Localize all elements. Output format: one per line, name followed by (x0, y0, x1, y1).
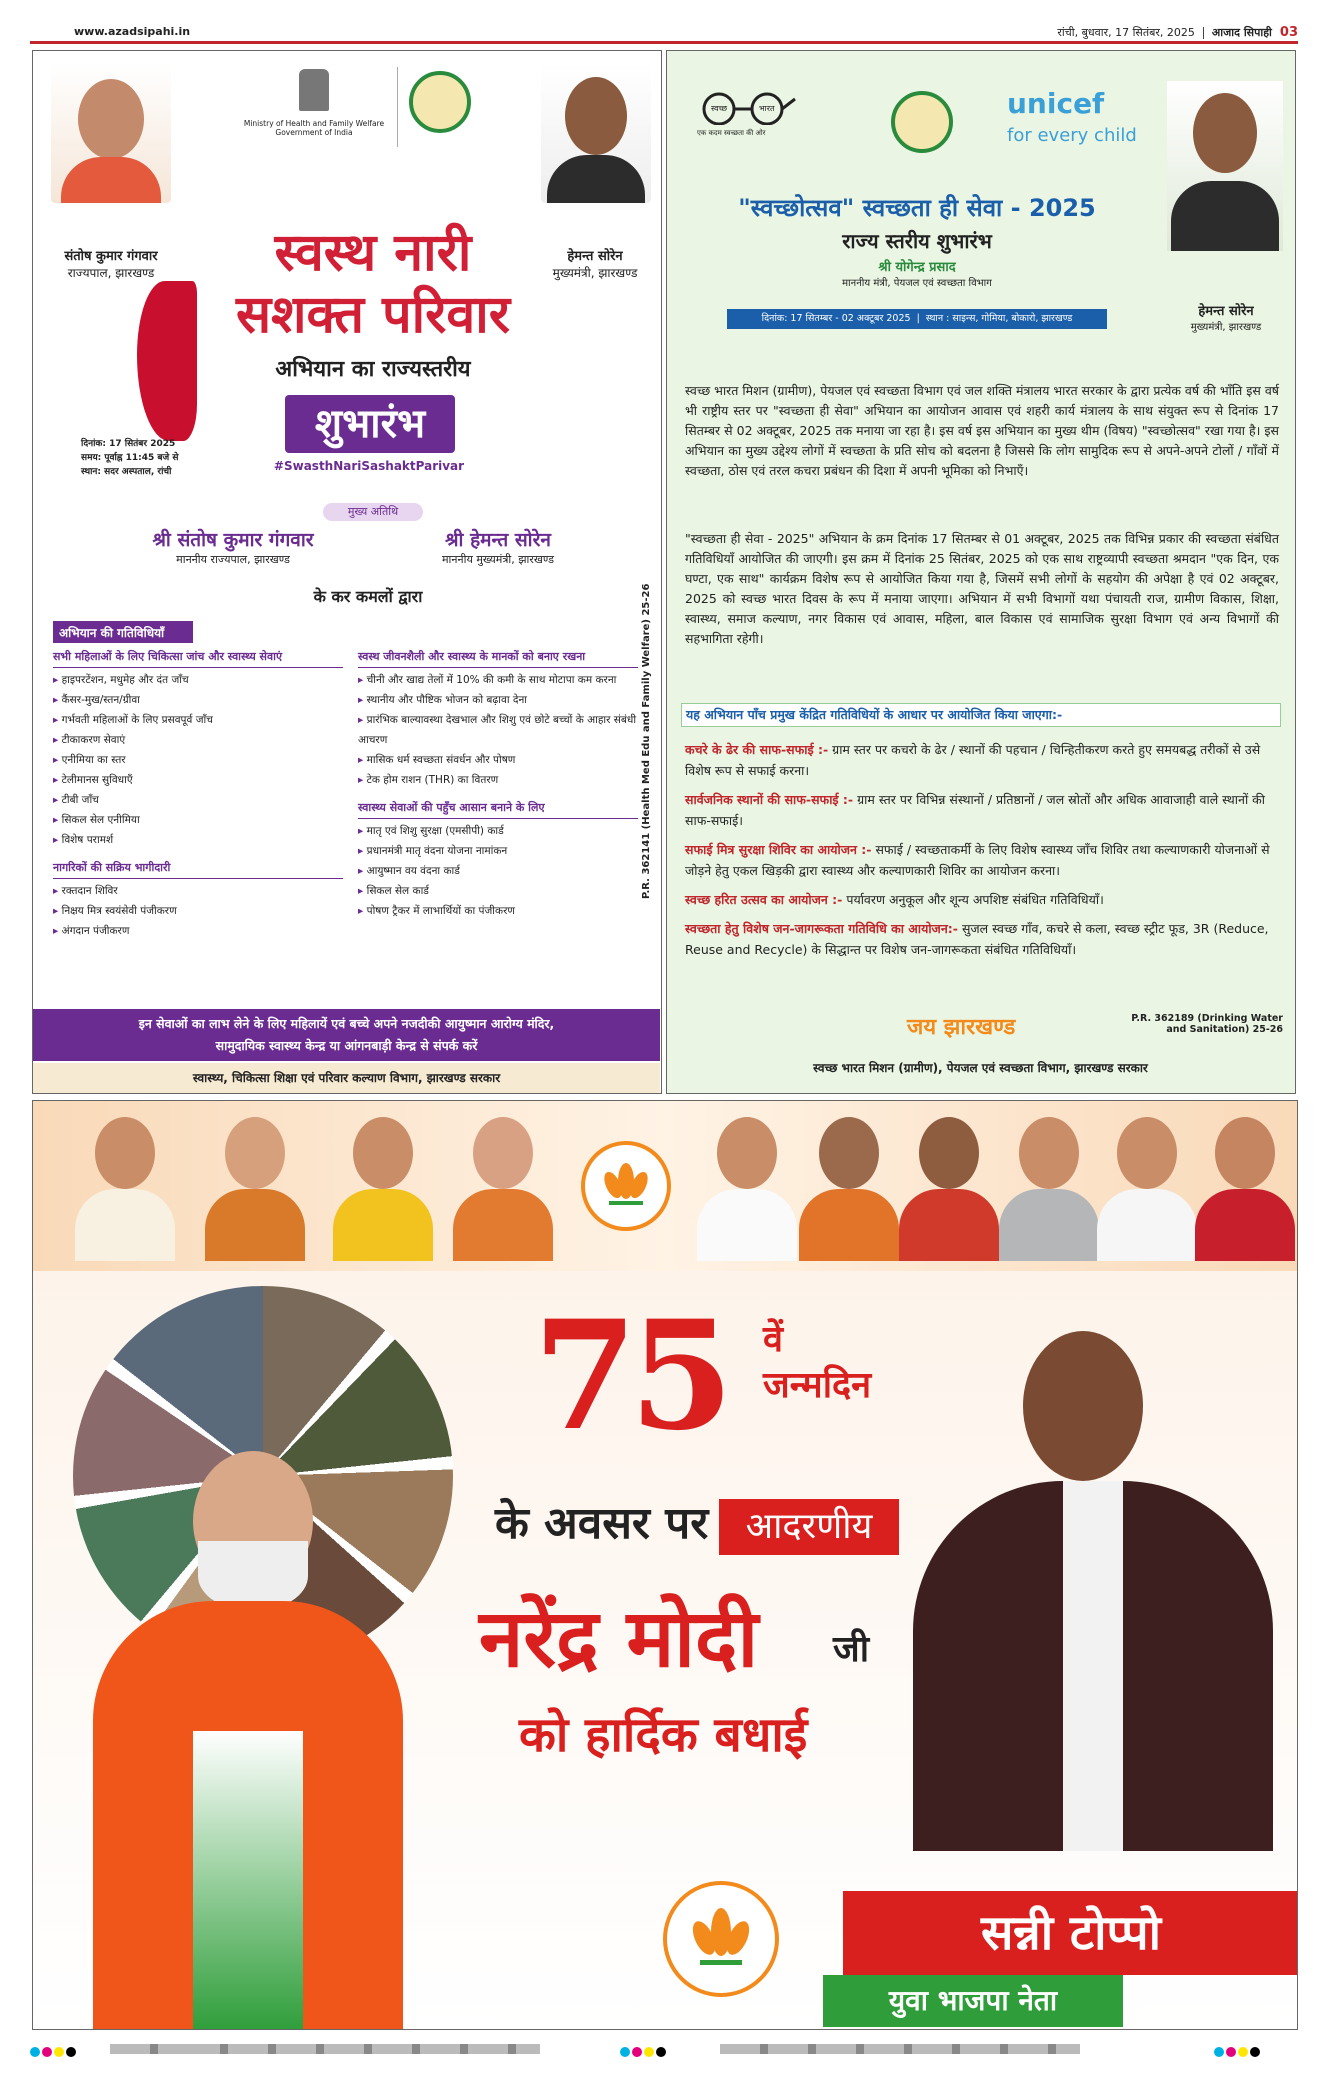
minister-name: श्री योगेन्द्र प्रसाद (878, 260, 956, 275)
title-line1: स्वस्थ नारी (274, 222, 472, 283)
activity-item: ▸ हाइपरटेंशन, मधुमेह और दंत जाँच (53, 670, 343, 690)
activity-item: ▸ रक्तदान शिविर (53, 881, 343, 901)
leader-photo (333, 1109, 433, 1261)
focus-activity-text: ग्राम स्तर पर विभिन्न संस्थानों / प्रतिष्ठानों / जल स्रोतों और अधिक आवाजाही वाले स्थानों की साफ-सफाई। (685, 792, 1265, 828)
bjp-lotus-icon (581, 1141, 671, 1231)
activity-item: ▸ मातृ एवं शिशु सुरक्षा (एमसीपी) कार्ड (358, 821, 638, 841)
sb-right: भारत (759, 104, 775, 113)
by-hands: के कर कमलों द्वारा (313, 587, 423, 606)
occasion-text: के अवसर पर (495, 1498, 709, 1549)
activity-item: ▸ अंगदान पंजीकरण (53, 921, 343, 941)
pr-number: P.R. 362141 (Health Med Edu and Family Welfare) 25-26 (641, 583, 652, 899)
unicef-tagline: for every child (1007, 125, 1137, 146)
modi-photo (73, 1431, 413, 2030)
date-venue-bar: दिनांक: 17 सितम्बर - 02 अक्टूबर 2025 | स्थान : साइन्स, गोमिया, बोकारो, झारखण्ड (727, 309, 1107, 329)
leaders-strip (33, 1101, 1298, 1271)
leader-photo (1195, 1109, 1295, 1261)
activity-list (685, 739, 1279, 968)
page-header (30, 22, 1298, 46)
leader-photo (799, 1109, 899, 1261)
birthday-ad (32, 1100, 1298, 2030)
focus-activity (685, 889, 1279, 910)
focus-activity-title: स्वच्छता हेतु विशेष जन-जागरूकता गतिविधि का आयोजन:- (685, 921, 958, 936)
pr-number: P.R. 362189 (Drinking Water and Sanitation) 25-26 (1131, 1013, 1283, 1035)
leader-photo (453, 1109, 553, 1261)
leader-photo (1097, 1109, 1197, 1261)
focus-activity-title: कचरे के ढेर की साफ-सफाई :- (685, 742, 829, 757)
jharkhand-seal-icon (409, 71, 471, 133)
jai-jharkhand: जय झारखण्ड (907, 1015, 1016, 1040)
ministry-name: Ministry of Health and Family Welfare Government of India (243, 119, 385, 137)
print-registration-bar (30, 2040, 1298, 2060)
age-number: 75 (533, 1288, 726, 1464)
focus-activity-title: सार्वजनिक स्थानों की साफ-सफाई :- (685, 792, 854, 807)
sender-photo (913, 1311, 1273, 1851)
activity-item: ▸ सिकल सेल एनीमिया (53, 810, 343, 830)
cm-photo (1167, 81, 1283, 251)
activity-item: ▸ टेलीमानस सुविधाएँ (53, 770, 343, 790)
leader-photo (75, 1109, 175, 1261)
focus-activity (685, 839, 1279, 881)
activity-item: ▸ गर्भवती महिलाओं के लिए प्रसवपूर्व जाँच (53, 710, 343, 730)
modi-name: नरेंद्र मोदी (479, 1591, 759, 1685)
health-campaign-ad (32, 50, 662, 1094)
respected-badge: आदरणीय (719, 1499, 899, 1555)
activity-item: ▸ मासिक धर्म स्वच्छता संवर्धन और पोषण (358, 750, 638, 770)
header-rule (30, 41, 1298, 44)
jharkhand-seal-icon (891, 91, 953, 153)
swachhata-ad (666, 50, 1296, 1094)
activities-title: अभियान की गतिविधियाँ (53, 621, 193, 643)
focus-activity-text: ग्राम स्तर पर कचरो के ढेर / स्थानों की पहचान / चिन्हितीकरण करते हुए समयबद्ध तरीकों से उसे विशेष रूप से सफाई करना। (685, 742, 1261, 778)
event-details: दिनांक: 17 सितंबर 2025 समय: पूर्वाह्न 11:45 बजे से स्थान: सदर अस्पताल, रांची (81, 439, 179, 477)
activity-item: ▸ चीनी और खाद्य तेलों में 10% की कमी के साथ मोटापा कम करना (358, 670, 638, 690)
focus-activity-title: सफाई मित्र सुरक्षा शिविर का आयोजन :- (685, 842, 872, 857)
sb-caption: एक कदम स्वच्छता की ओर (697, 129, 766, 137)
focus-activity (685, 918, 1279, 960)
activity-item: ▸ टीकाकरण सेवाएं (53, 730, 343, 750)
title: "स्वच्छोत्सव" स्वच्छता ही सेवा - 2025 (738, 194, 1096, 222)
leader-photo (899, 1109, 999, 1261)
focus-activity-title: स्वच्छ हरित उत्सव का आयोजन :- (685, 892, 843, 907)
wish-text: को हार्दिक बधाई (519, 1707, 808, 1763)
focus-activity (685, 789, 1279, 831)
activity-item: ▸ कैंसर-मुख/स्तन/ग्रीवा (53, 690, 343, 710)
activity-item: ▸ सिकल सेल कार्ड (358, 881, 638, 901)
bjp-lotus-icon (663, 1881, 779, 1997)
contact-banner: इन सेवाओं का लाभ लेने के लिए महिलायें एवं बच्चे अपने नजदीकी आयुष्मान आरोग्य मंदिर, सामुदायिक स्वास्थ्य केन्द्र या आंगनबाड़ी केन्द्र से संपर्क करें (33, 1009, 660, 1061)
subtitle: अभियान का राज्यस्तरीय (275, 356, 471, 382)
focus-activity-text: सुजल स्वच्छ गाँव, कचरे से कला, स्वच्छ स्ट्रीट फूड, 3R (Reduce, Reuse and Recycle) के सिद्धान्त पर विशेष जन-जागरूकता संबंधित गतिविधियाँ। (685, 921, 1269, 957)
activity-item: ▸ आयुष्मान वय वंदना कार्ड (358, 861, 638, 881)
dateline: रांची, बुधवार, 17 सितंबर, 2025 (1057, 26, 1195, 39)
focus-activity-text: सफाई / स्वच्छताकर्मी के लिए विशेष स्वास्थ्य जाँच शिविर तथा कल्याणकारी योजनाओं से जोड़ने हेतु एकल खिड़की द्वारा स्वास्थ्य और कल्याणकारी शिविर का आयोजन करना। (685, 842, 1270, 878)
unicef-logo: unicef (1007, 87, 1105, 120)
guest2: श्री हेमन्त सोरेन माननीय मुख्यमंत्री, झारखण्ड (441, 529, 555, 566)
age-suffix: वें (763, 1319, 784, 1360)
minister-role: माननीय मंत्री, पेयजल एवं स्वच्छता विभाग (842, 278, 992, 289)
cm-caption: हेमन्त सोरेन मुख्यमंत्री, झारखण्ड (1190, 304, 1262, 333)
activity-item: ▸ टीबी जाँच (53, 790, 343, 810)
ji: जी (833, 1629, 870, 1670)
guest1: श्री संतोष कुमार गंगवार माननीय राज्यपाल, झारखण्ड (152, 529, 314, 566)
birthday-word: जन्मदिन (763, 1365, 872, 1406)
focus-activity-text: पर्यावरण अनुकूल और शून्य अपशिष्ट संबंधित गतिविधियाँ। (842, 892, 1104, 907)
subtitle: राज्य स्तरीय शुभारंभ (842, 229, 992, 253)
cm-photo (541, 63, 651, 203)
dept-footer: स्वास्थ्य, चिकित्सा शिक्षा एवं परिवार कल्याण विभाग, झारखण्ड सरकार (33, 1063, 660, 1093)
activity-item: ▸ निक्षय मित्र स्वयंसेवी पंजीकरण (53, 901, 343, 921)
focus-activity (685, 739, 1279, 781)
sender-name: सन्नी टोप्पो (843, 1891, 1298, 1975)
activity-item: ▸ टेक होम राशन (THR) का वितरण (358, 770, 638, 790)
leader-photo (999, 1109, 1099, 1261)
para1: स्वच्छ भारत मिशन (ग्रामीण), पेयजल एवं स्वच्छता विभाग एवं जल शक्ति मंत्रालय भारत सरकार के द्वारा प्रत्येक वर्ष की भाँति इस वर्ष भी राष्ट्रीय स्तर पर "स्वच्छता ही सेवा" अभियान का आयोजन आवास एवं शहरी कार्य मंत्रालय के साथ संयुक्त रूप से दिनांक 17 सितम्बर से 02 अक्टूबर, 2025 तक मनाया जा रहा है। इस वर्ष इस अभियान का मुख्य थीम (विषय) "स्वच्छोत्सव" रखा गया है। इस अभियान का मुख्य उद्देश्य लोगों में स्वच्छता के प्रति सोच को बदलना है जिससे कि लोग सामुदिक रूप से अपने-अपने टोलों / गाँवों में स्वच्छता, ठोस एवं तरल कचरा प्रबंधन की दिशा में अपनी भूमिका को निभाएँ। (685, 383, 1279, 478)
focus-heading: यह अभियान पाँच प्रमुख केंद्रित गतिविधियों के आधार पर आयोजित किया जाएगा:- (681, 703, 1281, 727)
activities-col1: सभी महिलाओं के लिए चिकित्सा जांच और स्वास्थ्य सेवाएं ▸ हाइपरटेंशन, मधुमेह और दंत जाँच ▸ कैंसर-मुख/स्तन/ग्रीवा ▸ गर्भवती महिलाओं के लिए प्रसवपूर्व जाँच ▸ टीकाकरण सेवाएं ▸ एनीमिया का स्तर ▸ टेलीमानस सुविधाएँ ▸ टीबी जाँच ▸ सिकल सेल एनीमिया ▸ विशेष परामर्श नागरिकों की सक्रिय भागीदारी ▸ रक्तदान शिविर ▸ निक्षय मित्र स्वयंसेवी पंजीकरण ▸ अंगदान पंजीकरण (53, 647, 343, 941)
emblem-icon (299, 69, 329, 111)
title-line2: सशक्त परिवार (235, 284, 511, 345)
chief-guest-label: मुख्य अतिथि (323, 503, 423, 521)
site-url[interactable]: www.azadsipahi.in (74, 25, 191, 38)
cm-caption: हेमन्त सोरेन मुख्यमंत्री, झारखण्ड (552, 249, 638, 280)
activity-item: ▸ विशेष परामर्श (53, 830, 343, 850)
dept-footer: स्वच्छ भारत मिशन (ग्रामीण), पेयजल एवं स्वच्छता विभाग, झारखण्ड सरकार (813, 1061, 1148, 1075)
activity-item: ▸ प्रधानमंत्री मातृ वंदना योजना नामांकन (358, 841, 638, 861)
page-number: 03 (1279, 25, 1298, 40)
governor-caption: संतोष कुमार गंगवार राज्यपाल, झारखण्ड (64, 249, 158, 280)
paper-name: आजाद सिपाही (1211, 26, 1272, 39)
leader-photo (205, 1109, 305, 1261)
activity-item: ▸ स्थानीय और पौष्टिक भोजन को बढ़ावा देना (358, 690, 638, 710)
activity-item: ▸ पोषण ट्रैकर में लाभार्थियों का पंजीकरण (358, 901, 638, 921)
activity-item: ▸ प्रारंभिक बाल्यावस्था देखभाल और शिशु एवं छोटे बच्चों के आहार संबंधी आचरण (358, 710, 638, 750)
launch-badge: शुभारंभ (285, 395, 455, 453)
hashtag: #SwasthNariSashaktParivar (273, 459, 465, 473)
para2: "स्वच्छता ही सेवा - 2025" अभियान के क्रम दिनांक 17 सितम्बर से 01 अक्टूबर, 2025 तक विभिन्न प्रकार की स्वच्छता संबंधित गतिविधियाँ आयोजित की जाएगी। इस क्रम में दिनांक 25 सितंबर, 2025 को एक साथ राष्ट्रव्यापी स्वच्छता श्रमदान "एक दिन, एक घण्टा, एक साथ" कार्यक्रम विशेष रूप से आयोजित किया गया है, जिसमें सभी लोगों के सहयोग की अपेक्षा है एवं 02 अक्टूबर, 2025 को स्वच्छ भारत दिवस के रूप में मनाया जाएगा। अभियान में सभी विभागों यथा पंचायती राज, ग्रामीण विकास, शिक्षा, स्वास्थ्य, समाज कल्याण, नगर विकास एवं आवास, महिला, बाल विकास एवं सामाजिक सुरक्षा विभाग एवं अन्य विभागों की सहभागिता रहेगी। (685, 531, 1279, 646)
leader-photo (697, 1109, 797, 1261)
activity-item: ▸ एनीमिया का स्तर (53, 750, 343, 770)
activities-col2: स्वस्थ जीवनशैली और स्वास्थ्य के मानकों को बनाए रखना ▸ चीनी और खाद्य तेलों में 10% की कमी के साथ मोटापा कम करना ▸ स्थानीय और पौष्टिक भोजन को बढ़ावा देना ▸ प्रारंभिक बाल्यावस्था देखभाल और शिशु एवं छोटे बच्चों के आहार संबंधी आचरण ▸ मासिक धर्म स्वच्छता संवर्धन और पोषण ▸ टेक होम राशन (THR) का वितरण स्वास्थ्य सेवाओं की पहुँच आसान बनाने के लिए ▸ मातृ एवं शिशु सुरक्षा (एमसीपी) कार्ड ▸ प्रधानमंत्री मातृ वंदना योजना नामांकन ▸ आयुष्मान वय वंदना कार्ड ▸ सिकल सेल कार्ड ▸ पोषण ट्रैकर में लाभार्थियों का पंजीकरण (358, 647, 638, 921)
sb-left: स्वच्छ (711, 104, 728, 113)
governor-photo (51, 63, 171, 203)
sender-role: युवा भाजपा नेता (823, 1975, 1123, 2027)
